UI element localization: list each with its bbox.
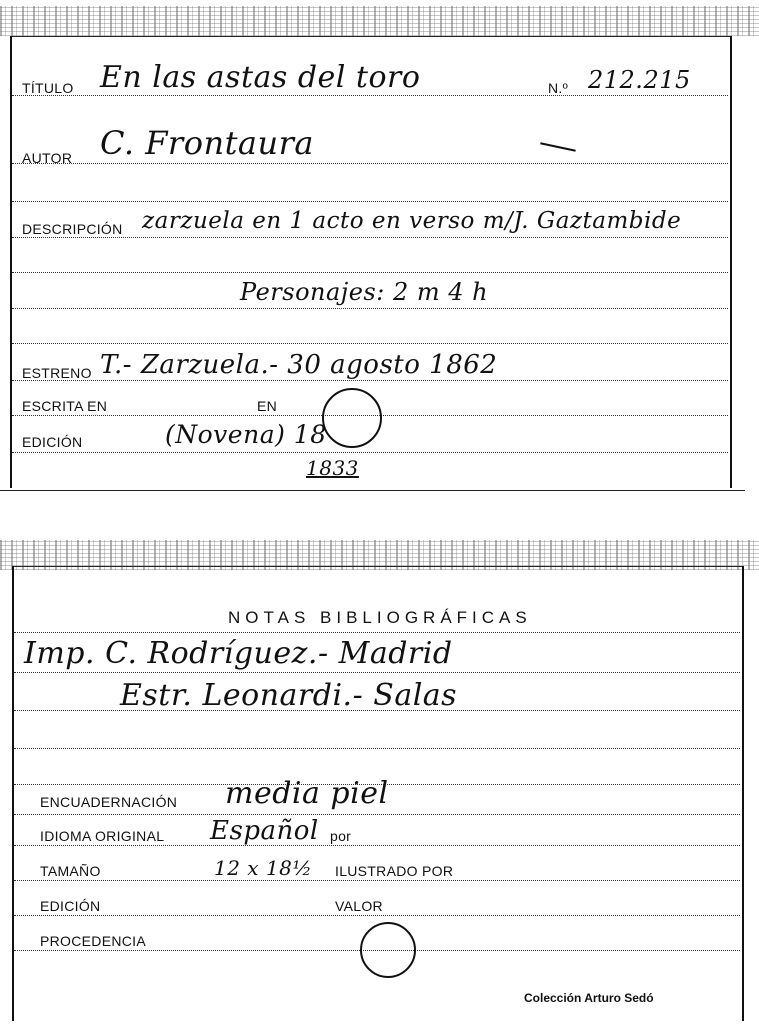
ruled-line: [14, 814, 740, 815]
personajes-value: Personajes: 2 m 4 h: [240, 278, 489, 306]
autor-label: AUTOR: [22, 150, 73, 166]
notas-heading: NOTAS BIBLIOGRÁFICAS: [228, 608, 532, 627]
ruled-line: [12, 95, 728, 96]
titulo-label: TÍTULO: [22, 80, 74, 96]
scan-noise-top: [0, 6, 759, 36]
ruled-line: [12, 201, 728, 202]
estreno-label: ESTRENO: [22, 365, 92, 381]
ruled-line: [12, 452, 728, 453]
descripcion-value: zarzuela en 1 acto en verso m/J. Gaztambide: [142, 208, 682, 234]
autor-value: C. Frontaura: [100, 124, 314, 162]
ruled-line: [12, 380, 728, 381]
nota-line-2: Estr. Leonardi.- Salas: [120, 678, 458, 713]
ruled-line: [14, 632, 740, 633]
edicion-value: (Novena) 18: [165, 420, 327, 449]
tamano-value: 12 x 18½: [214, 856, 313, 880]
estreno-value: T.- Zarzuela.- 30 agosto 1862: [100, 350, 498, 380]
card-bottom-edge: [0, 490, 745, 491]
collection-footer: Colección Arturo Sedó: [524, 991, 654, 1005]
idioma-value: Español: [210, 816, 319, 846]
escrita-en-label: ESCRITA EN: [22, 398, 108, 414]
valor-label: VALOR: [335, 898, 383, 914]
ruled-line: [14, 672, 740, 673]
circle-stamp: [360, 922, 416, 978]
catalog-card-top: [0, 0, 759, 495]
numero-value: 212.215: [588, 66, 691, 94]
edicion-label: EDICIÓN: [22, 434, 83, 450]
por-label: por: [330, 828, 352, 844]
ruled-line: [12, 237, 728, 238]
ruled-line: [14, 748, 740, 749]
ruled-line: [12, 163, 728, 164]
catalog-card-bottom: [0, 540, 759, 1028]
numero-label: N.º: [548, 80, 569, 96]
encuadernacion-label: ENCUADERNACIÓN: [40, 794, 178, 810]
ruled-line: [14, 880, 740, 881]
tamano-label: TAMAÑO: [40, 863, 101, 879]
circle-stamp: [322, 388, 382, 448]
procedencia-label: PROCEDENCIA: [40, 933, 146, 949]
titulo-value: En las astas del toro: [100, 60, 421, 95]
nota-line-1: Imp. C. Rodríguez.- Madrid: [24, 636, 453, 671]
idioma-label: IDIOMA ORIGINAL: [40, 828, 165, 844]
ruled-line: [14, 845, 740, 846]
ruled-line: [12, 272, 728, 273]
ruled-line: [12, 308, 728, 309]
ruled-line: [12, 343, 728, 344]
ilustrado-label: ILUSTRADO POR: [335, 863, 454, 879]
edicion-year: 1833: [306, 456, 359, 480]
edicion-label: EDICIÓN: [40, 898, 101, 914]
en-label: EN: [257, 398, 278, 414]
descripcion-label: DESCRIPCIÓN: [22, 221, 123, 237]
encuadernacion-value: media piel: [225, 776, 389, 811]
ruled-line: [14, 915, 740, 916]
